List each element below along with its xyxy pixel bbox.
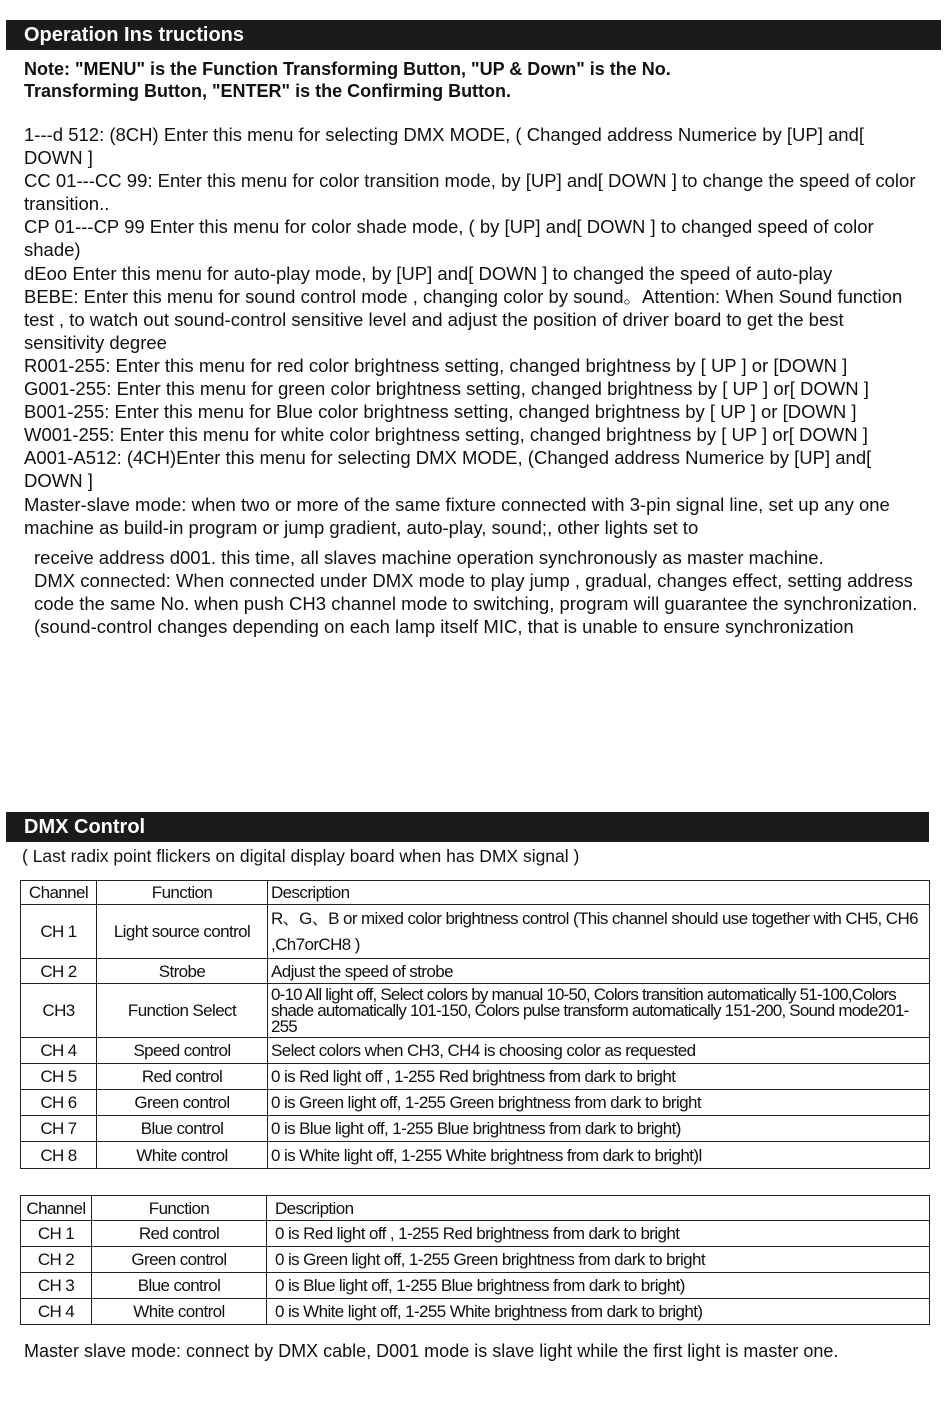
description-cell: 0 is Blue light off, 1-255 Blue brightness from dark to bright) xyxy=(268,1116,930,1142)
description-cell: R、G、B or mixed color brightness control (This channel should use together with CH5, CH6 ,Ch7orCH8 ) xyxy=(268,905,930,959)
table-row xyxy=(21,1221,930,1247)
function-cell: Red control xyxy=(97,1064,268,1090)
table-row xyxy=(21,1299,930,1325)
description-cell: 0 is Blue light off, 1-255 Blue brightness from dark to bright) xyxy=(267,1273,930,1299)
note xyxy=(24,58,924,102)
instruction-white-brightness: W001-255: Enter this menu for white color brightness setting, changed brightness by [ UP ] or[ DOWN ] xyxy=(24,424,868,446)
description-cell: 0 is Green light off, 1-255 Green brightness from dark to bright xyxy=(268,1090,930,1116)
table-row xyxy=(21,1247,930,1273)
description-cell: 0 is Red light off , 1-255 Red brightness from dark to bright xyxy=(268,1064,930,1090)
channel-cell: CH 2 xyxy=(21,1247,92,1273)
table-row xyxy=(21,1038,930,1064)
header-channel: Channel xyxy=(21,881,97,905)
table-row xyxy=(21,1273,930,1299)
master-slave-footer: Master slave mode: connect by DMX cable, D001 mode is slave light while the first light is master one. xyxy=(24,1341,839,1361)
table-row xyxy=(21,984,930,1038)
description-cell: Select colors when CH3, CH4 is choosing color as requested xyxy=(268,1038,930,1064)
function-cell: Blue control xyxy=(97,1116,268,1142)
channel-cell: CH 4 xyxy=(21,1038,97,1064)
operation-instructions-title: Operation Ins tructions xyxy=(24,23,245,46)
instruction-dmx-connected: DMX connected: When connected under DMX mode to play jump , gradual, changes effect, setting address code the same No. when push CH3 channel mode to switching, program will guarantee the synchronization. (sound-control changes depending on each lamp itself MIC, that is unable to ensure synchronization xyxy=(34,569,918,637)
channel-cell: CH 8 xyxy=(21,1142,97,1169)
instruction-master-slave: Master-slave mode: when two or more of the same fixture connected with 3-pin signal line, set up any one machine as build-in program or jump gradient, auto-play, sound;, other lights set to xyxy=(24,493,890,538)
function-cell: Strobe xyxy=(97,959,268,984)
operation-instructions-header xyxy=(6,20,941,50)
description-cell: Adjust the speed of strobe xyxy=(268,959,930,984)
channel-cell: CH 2 xyxy=(21,959,97,984)
function-cell: Red control xyxy=(92,1221,267,1247)
function-cell: Green control xyxy=(97,1090,268,1116)
function-cell: Blue control xyxy=(92,1273,267,1299)
instructions-list xyxy=(24,123,924,638)
table-header-row xyxy=(21,1196,930,1221)
header-channel: Channel xyxy=(21,1196,92,1221)
description-cell: 0 is Red light off , 1-255 Red brightness from dark to bright xyxy=(267,1221,930,1247)
channel-cell: CH 1 xyxy=(21,1221,92,1247)
function-cell: White control xyxy=(92,1299,267,1325)
instruction-dmx-mode-4ch: A001-A512: (4CH)Enter this menu for selecting DMX MODE, (Changed address Numerice by [UP] and[ DOWN ] xyxy=(24,447,872,492)
function-cell: Speed control xyxy=(97,1038,268,1064)
instruction-blue-brightness: B001-255: Enter this menu for Blue color brightness setting, changed brightness by [ UP ] or [DOWN ] xyxy=(24,401,857,423)
description-cell: 0 is White light off, 1-255 White brightness from dark to bright)l xyxy=(268,1142,930,1169)
table-header-row xyxy=(21,881,930,905)
channel-cell: CH 6 xyxy=(21,1090,97,1116)
dmx-8ch-table xyxy=(20,880,930,1169)
instruction-color-shade: CP 01---CP 99 Enter this menu for color shade mode, ( by [UP] and[ DOWN ] to changed speed of color shade) xyxy=(24,216,874,261)
function-cell: White control xyxy=(97,1142,268,1169)
instruction-dmx-mode-8ch: 1---d 512: (8CH) Enter this menu for selecting DMX MODE, ( Changed address Numerice by [UP] and[ DOWN ] xyxy=(24,124,865,169)
function-cell: Light source control xyxy=(97,905,268,959)
channel-cell: CH 1 xyxy=(21,905,97,959)
instruction-auto-play: dEoo Enter this menu for auto-play mode, by [UP] and[ DOWN ] to changed the speed of auto-play xyxy=(24,262,833,284)
table-row xyxy=(21,1064,930,1090)
table-row xyxy=(21,1142,930,1169)
channel-cell: CH 7 xyxy=(21,1116,97,1142)
table-row xyxy=(21,959,930,984)
table-row xyxy=(21,1116,930,1142)
instruction-green-brightness: G001-255: Enter this menu for green color brightness setting, changed brightness by [ UP ] or[ DOWN ] xyxy=(24,378,869,400)
header-function: Function xyxy=(97,881,268,905)
function-cell: Function Select xyxy=(97,984,268,1038)
channel-cell: CH 5 xyxy=(21,1064,97,1090)
description-cell: 0-10 All light off, Select colors by manual 10-50, Colors transition automatically 51-100,Colors shade automatically 101-150, Colors pulse transform automatically 151-200, Sound mode201-255 xyxy=(268,984,930,1038)
function-cell: Green control xyxy=(92,1247,267,1273)
dmx-control-header xyxy=(6,812,929,842)
dmx-4ch-table xyxy=(20,1195,930,1325)
header-description: Description xyxy=(268,881,930,905)
description-cell: 0 is White light off, 1-255 White brightness from dark to bright) xyxy=(267,1299,930,1325)
instruction-color-transition: CC 01---CC 99: Enter this menu for color transition mode, by [UP] and[ DOWN ] to change the speed of color transition.. xyxy=(24,170,916,215)
header-description: Description xyxy=(267,1196,930,1221)
note-line-1: Note: "MENU" is the Function Transforming Button, "UP & Down" is the No. xyxy=(24,59,671,79)
channel-cell: CH3 xyxy=(21,984,97,1038)
header-function: Function xyxy=(92,1196,267,1221)
note-line-2: Transforming Button, "ENTER" is the Confirming Button. xyxy=(24,81,512,101)
table-row xyxy=(21,1090,930,1116)
instruction-red-brightness: R001-255: Enter this menu for red color brightness setting, changed brightness by [ UP ] or [DOWN ] xyxy=(24,354,848,376)
channel-cell: CH 4 xyxy=(21,1299,92,1325)
channel-cell: CH 3 xyxy=(21,1273,92,1299)
dmx-control-subtitle: ( Last radix point flickers on digital display board when has DMX signal ) xyxy=(22,846,580,866)
instruction-sound-control: BEBE: Enter this menu for sound control mode , changing color by sound。Attention: When Sound function test , to watch out sound-control sensitive level and adjust the position of driver board to get the best sensitivity degree xyxy=(24,285,903,353)
table-row xyxy=(21,905,930,959)
instruction-master-slave-cont: receive address d001. this time, all slaves machine operation synchronously as master machine. xyxy=(34,546,824,568)
dmx-control-title: DMX Control xyxy=(24,815,146,838)
description-cell: 0 is Green light off, 1-255 Green brightness from dark to bright xyxy=(267,1247,930,1273)
